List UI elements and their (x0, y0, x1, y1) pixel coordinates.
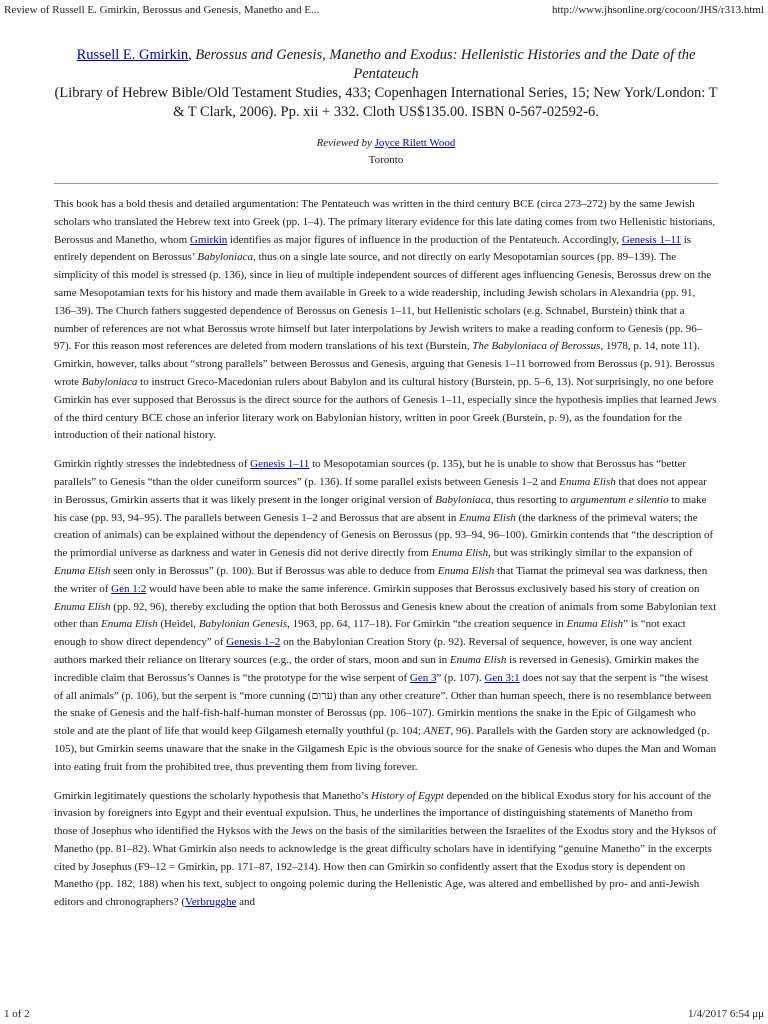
print-header-url: http://www.jhsonline.org/cocoon/JHS/r313.html (551, 4, 764, 16)
page-number: 1 of 2 (4, 1008, 30, 1020)
paragraph-3: Gmirkin legitimately questions the scholarly hypothesis that Manetho’s History of Egypt depended on the biblical Exodus story for his account of the invasion by foreigners into Egypt and their eventual expulsion. Thus, he underlines the importance of distinguishing statements of Manetho from those of Josephus who identified the Hyksos with the Jews on the basis of the similarities between the Israelites of the Exodus story and the Hyksos of Manetho (pp. 81–82). What Gmirkin also needs to acknowledge is the great difficulty scholars have in identifying “genuine Manetho” in the excerpts cited by Josephus (F9–12 = Gmirkin, pp. 171–87, 192–214). How then can Gmirkin so confidently assert that the Exodus story is dependent on Manetho (pp. 182, 188) when his text, subject to ongoing polemic during the Hellenistic Age, was altered and embellished by pro- and anti-Jewish editors and chronographers? (Verbrugghe and (54, 789, 717, 909)
book-title: Berossus and Genesis, Manetho and Exodus: Hellenistic Histories and the Date of the Pentateuch (195, 47, 696, 82)
gmirkin-link[interactable]: Gmirkin (189, 233, 228, 246)
verbrugghe-link[interactable]: Verbrugghe (185, 896, 237, 909)
print-header (0, 0, 768, 22)
genesis-1-2-link[interactable]: Genesis 1–2 (226, 636, 281, 649)
article (54, 46, 718, 923)
review-body (54, 196, 718, 912)
print-footer (0, 1004, 768, 1024)
reviewer-location: Toronto (368, 154, 404, 166)
gen-1-2-link[interactable]: Gen 1:2 (111, 582, 147, 595)
book-details: (Library of Hebrew Bible/Old Testament Studies, 433; Copenhagen International Series, 15; New York/London: T & T Clark, 2006). Pp. xii + 332. Cloth US$135.00. ISBN 0-567-02592-6. (54, 85, 718, 120)
citation: Russell E. Gmirkin, Berossus and Genesis, Manetho and Exodus: Hellenistic Histories and the Date of the Pentateuch (Library of Hebrew Bible/Old Testament Studies, 433; Copenhagen International Series, 15; New York/London: T & T Clark, 2006). Pp. xii + 332. Cloth US$135.00. ISBN 0-567-02592-6. (54, 47, 718, 120)
genesis-1-11-link-2[interactable]: Genesis 1–11 (250, 458, 310, 471)
reviewed-by-label: Reviewed by (316, 137, 372, 149)
reviewer-link[interactable]: Joyce Rilett Wood (374, 137, 456, 149)
divider (54, 183, 718, 184)
print-datetime: 1/4/2017 6:54 μμ (688, 1008, 764, 1020)
genesis-1-11-link[interactable]: Genesis 1–11 (621, 233, 681, 246)
print-header-title: Review of Russell E. Gmirkin, Berossus and Genesis, Manetho and E... (4, 4, 320, 16)
gen-3-link[interactable]: Gen 3 (409, 671, 437, 684)
paragraph-1: This book has a bold thesis and detailed argumentation: The Pentateuch was written in the third century BCE (circa 273–272) by the same Jewish scholars who translated the Hebrew text into Greek (pp. 1–4). The primary literary evidence for this late dating comes from two Hellenistic historians, Berossus and Manetho, whom Gmirkin identifies as major figures of influence in the production of the Pentateuch. Accordingly, Genesis 1–11 is entirely dependent on Berossus’ Babyloniaca, thus on a single late source, and not directly on early Mesopotamian sources (pp. 89–139). The simplicity of this model is stressed (p. 136), since in lieu of multiple independent sources of different ages influencing Genesis, Berossus drew on the same Mesopotamian texts for his history and made them available in Greek to a wide readership, including Jewish scholars in Alexandria (pp. 91, 136–39). The Church fathers suggested dependence of Berossus on Genesis 1–11, but Hellenistic scholars (e.g. Schnabel, Burstein) think that a number of references are not what Berossus wrote himself but later interpolations by Jewish writers to make a reading conform to Genesis (pp. 96–97). For this reason most references are deleted from modern translations of his text (Burstein, The Babyloniaca of Berossus, 1978, p. 14, note 11). Gmirkin, however, talks about “strong parallels” between Berossus and Genesis, arguing that Genesis 1–11 borrowed from Berossus (p. 91). Berossus wrote Babyloniaca to instruct Greco-Macedonian rulers about Babylon and its cultural history (Burstein, pp. 5–6, 13). Not surprisingly, no one before Gmirkin has ever supposed that Berossus is the direct source for the authors of Genesis 1–11, especially since the hypothesis implies that learned Jews of the third century BCE chose an inferior literary work on Babylonian history, written in poor Greek (Burstein, p. 9), as the foundation for the introduction of their national history. (54, 198, 717, 442)
author-link[interactable]: Russell E. Gmirkin (76, 47, 189, 63)
paragraph-2: Gmirkin rightly stresses the indebtedness of Genesis 1–11 to Mesopotamian sources (p. 135), but he is unable to show that Berossus has “better parallels” to Genesis “than the older cuneiform sources” (p. 136). If some parallel exists between Genesis 1–2 and Enuma Elish that does not appear in Berossus, Gmirkin asserts that it was likely present in the longer original version of Babyloniaca, thus resorting to argumentum e silentio to make his case (pp. 93, 94–95). The parallels between Genesis 1–2 and Berossus that are absent in Enuma Elish (the darkness of the primeval waters; the creation of animals) can be explained without the dependency of Genesis on Berossus (pp. 93–94, 96–100). Gmirkin contends that “the description of the primordial universe as darkness and water in Genesis did not derive directly from Enuma Elish, but was strikingly similar to the expansion of Enuma Elish seen only in Berossus” (p. 100). But if Berossus was able to deduce from Enuma Elish that Tiamat the primeval sea was darkness, then the writer of Gen 1:2 would have been able to make the same inference. Gmirkin supposes that Berossus exclusively based his story of creation on Enuma Elish (pp. 92, 96), thereby excluding the option that both Berossus and Genesis knew about the creation of animals from some Babylonian text other than Enuma Elish (Heidel, Babylonian Genesis, 1963, pp. 64, 117–18). For Gmirkin “the creation sequence in Enuma Elish” is “not exact enough to show direct dependency” of Genesis 1–2 on the Babylonian Creation Story (p. 92). Reversal of sequence, however, is one way ancient authors marked their reliance on literary sources (e.g., the order of stars, moon and sun in Enuma Elish is reversed in Genesis). Gmirkin makes the incredible claim that Berossus’s Oannes is “the prototype for the wise serpent of Gen 3” (p. 107). Gen 3:1 does not say that the serpent is “the wisest of all animals” (p. 106), but the serpent is “more cunning (ערום) than any other creature”. Other than human speech, there is no resemblance between the snake of Genesis and the half-fish-half-human monster of Berossus (pp. 106–107). Gmirkin mentions the snake in the Epic of Gilgamesh who stole and ate the plant of life that would keep Gilgamesh eternally youthful (p. 104; ANET, 96). Parallels with the Garden story are acknowledged (p. 105), but Gmirkin seems unaware that the snake in the Gilgamesh Epic is the obvious source for the snake of Genesis who dupes the Man and Woman into eating fruit from the prohibited tree, thus preventing them from living forever. (54, 458, 717, 773)
reviewer-block (54, 135, 718, 169)
gen-3-1-link[interactable]: Gen 3:1 (484, 671, 520, 684)
